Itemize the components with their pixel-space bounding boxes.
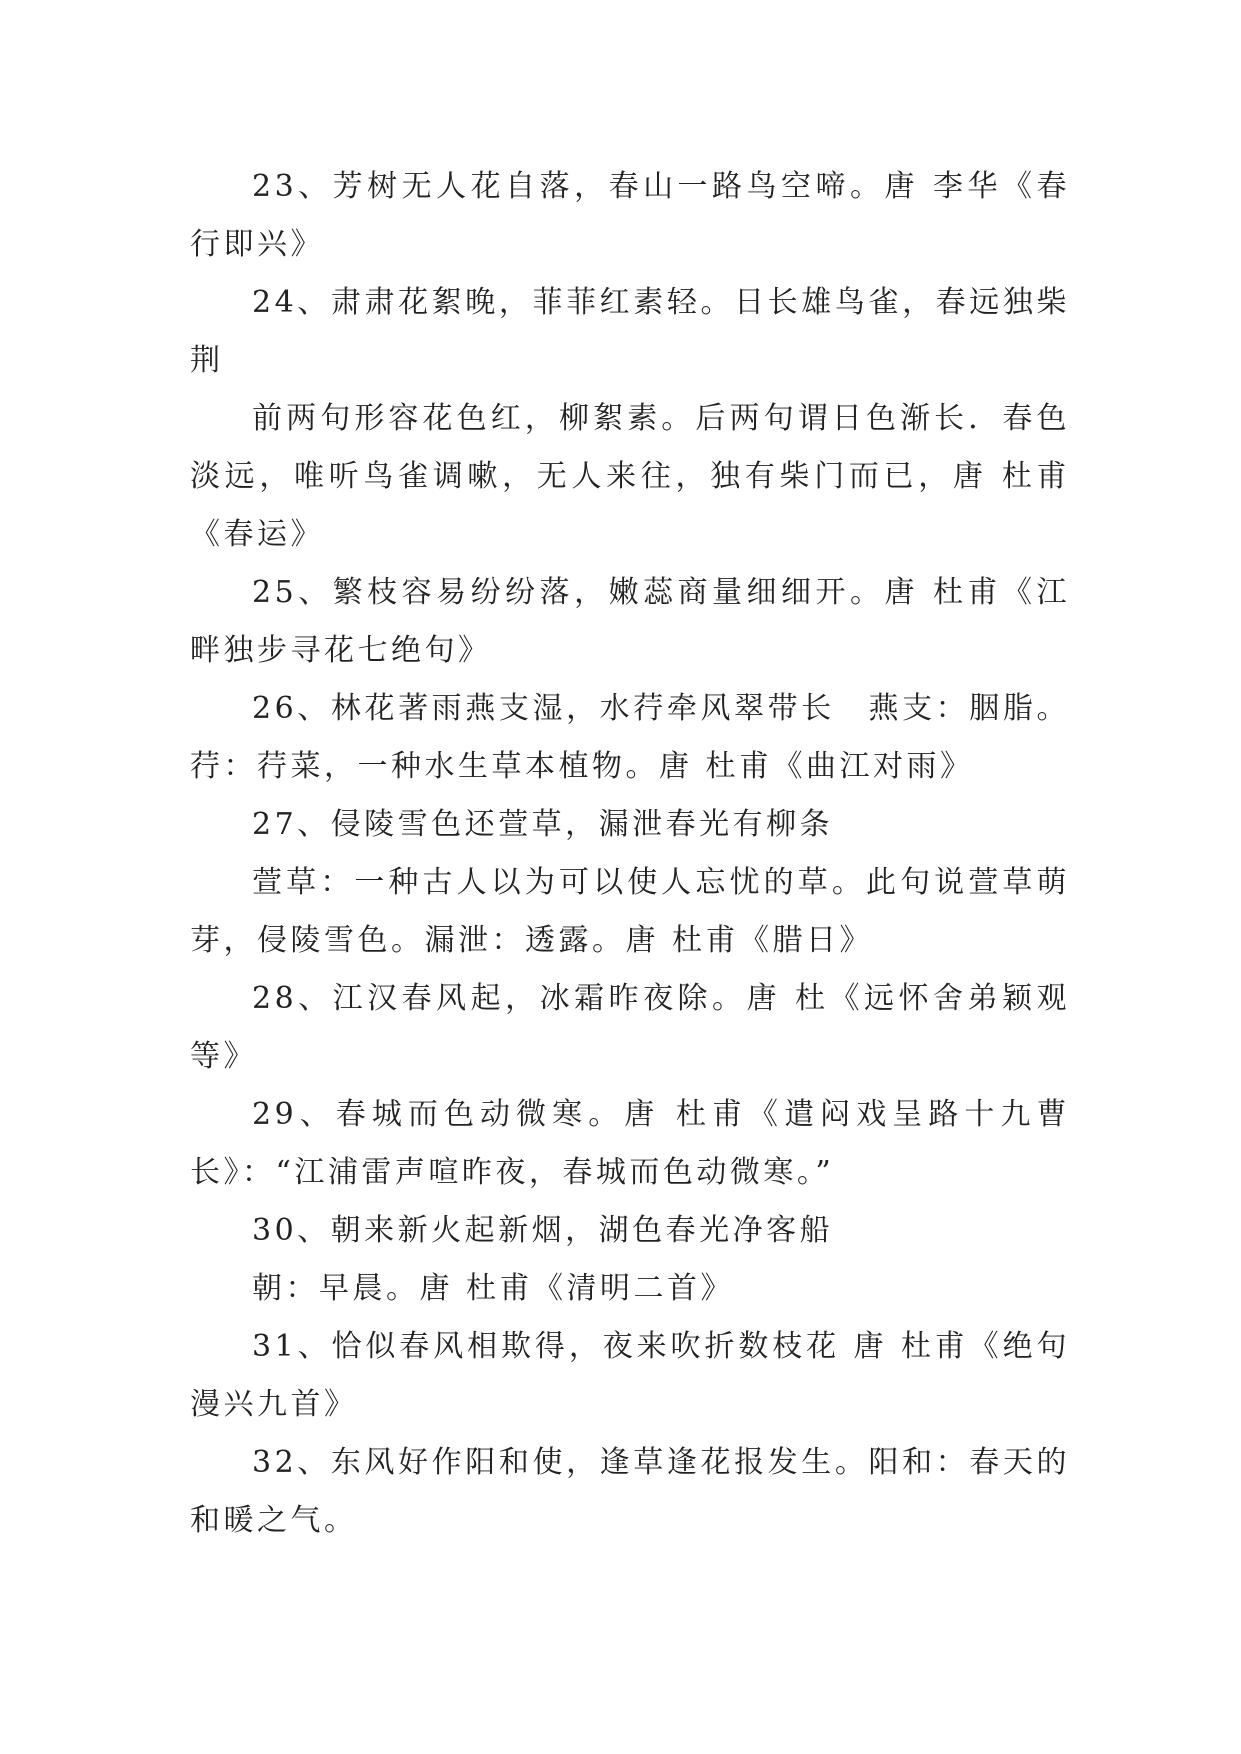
paragraph-30-note: 朝：早晨。唐 杜甫《清明二首》 [252, 1271, 735, 1306]
paragraph-25: 25、繁枝容易纷纷落，嫩蕊商量细细开。唐 杜甫《江畔独步寻花七绝句》 [190, 575, 1070, 668]
paragraph-27-note: 萱草：一种古人以为可以使人忘忧的草。此句说萱草萌芽，侵陵雪色。漏泄：透露。唐 杜甫《腊日》 [190, 865, 1070, 958]
paragraph-24: 24、肃肃花絮晚，菲菲红素轻。日长雄鸟雀，春远独柴荆 [190, 285, 1070, 378]
paragraph-23: 23、芳树无人花自落，春山一路鸟空啼。唐 李华《春行即兴》 [190, 169, 1070, 262]
paragraph-26: 26、林花著雨燕支湿，水荇牵风翠带长 燕支：胭脂。荇：荇菜，一种水生草本植物。唐 杜甫《曲江对雨》 [190, 691, 1070, 784]
document-body [190, 158, 1070, 1550]
paragraph-32: 32、东风好作阳和使，逢草逢花报发生。阳和：春天的和暖之气。 [190, 1445, 1070, 1538]
paragraph-29: 29、春城而色动微寒。唐 杜甫《遣闷戏呈路十九曹长》：“江浦雷声喧昨夜，春城而色动微寒。” [190, 1097, 1070, 1190]
paragraph-27: 27、侵陵雪色还萱草，漏泄春光有柳条 [252, 807, 834, 842]
paragraph-24-note: 前两句形容花色红，柳絮素。后两句谓日色渐长．春色淡远，唯听鸟雀调嗽，无人来往，独有柴门而已，唐 杜甫《春运》 [190, 401, 1070, 552]
paragraph-31: 31、恰似春风相欺得，夜来吹折数枝花 唐 杜甫《绝句漫兴九首》 [190, 1329, 1070, 1422]
paragraph-28: 28、江汉春风起，冰霜昨夜除。唐 杜《远怀舍弟颖观等》 [190, 981, 1070, 1074]
paragraph-30: 30、朝来新火起新烟，湖色春光净客船 [252, 1213, 834, 1248]
